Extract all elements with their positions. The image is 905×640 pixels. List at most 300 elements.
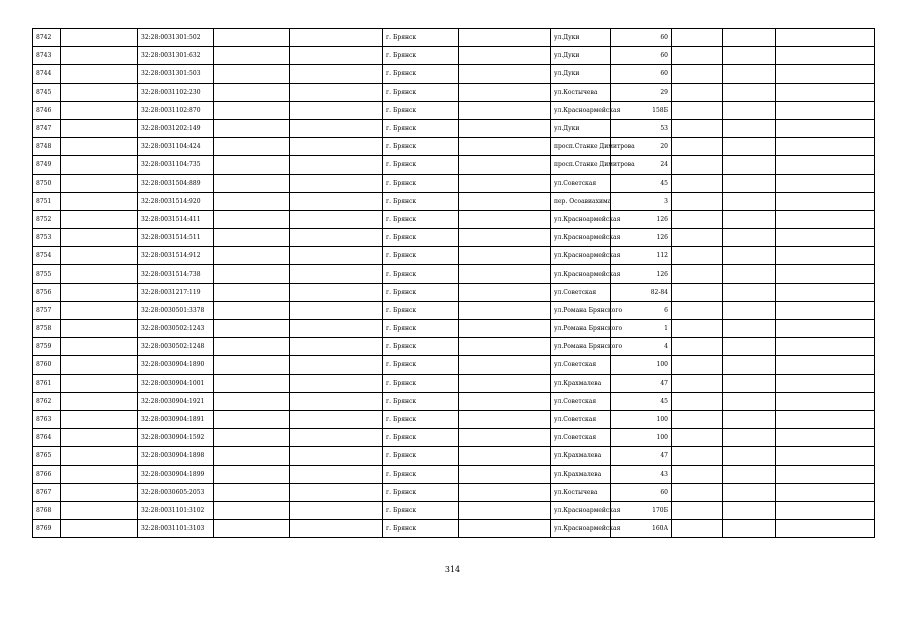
city-cell: г. Брянск bbox=[383, 465, 459, 483]
empty-cell bbox=[290, 47, 383, 65]
record-number-cell: 8759 bbox=[33, 338, 61, 356]
empty-cell bbox=[214, 119, 290, 137]
empty-cell bbox=[290, 119, 383, 137]
empty-cell bbox=[776, 356, 875, 374]
street-cell: пер. Осоавиахима bbox=[551, 192, 611, 210]
empty-cell bbox=[214, 447, 290, 465]
table-row bbox=[33, 338, 875, 356]
empty-cell bbox=[61, 47, 138, 65]
record-number-cell: 8754 bbox=[33, 247, 61, 265]
empty-cell bbox=[672, 392, 723, 410]
empty-cell bbox=[672, 119, 723, 137]
empty-cell bbox=[214, 501, 290, 519]
city-cell: г. Брянск bbox=[383, 392, 459, 410]
empty-cell bbox=[672, 447, 723, 465]
empty-cell bbox=[214, 520, 290, 538]
record-number-cell: 8768 bbox=[33, 501, 61, 519]
empty-cell bbox=[290, 156, 383, 174]
empty-cell bbox=[672, 465, 723, 483]
empty-cell bbox=[723, 265, 776, 283]
empty-cell bbox=[776, 301, 875, 319]
empty-cell bbox=[459, 320, 551, 338]
cadastral-number-cell: 32:28:0031514:912 bbox=[138, 247, 214, 265]
empty-cell bbox=[214, 410, 290, 428]
empty-cell bbox=[776, 283, 875, 301]
record-number-cell: 8762 bbox=[33, 392, 61, 410]
table-row bbox=[33, 83, 875, 101]
empty-cell bbox=[214, 29, 290, 47]
empty-cell bbox=[776, 501, 875, 519]
empty-cell bbox=[723, 320, 776, 338]
empty-cell bbox=[459, 47, 551, 65]
table-row bbox=[33, 283, 875, 301]
empty-cell bbox=[61, 520, 138, 538]
record-number-cell: 8750 bbox=[33, 174, 61, 192]
street-cell: ул.Советская bbox=[551, 283, 611, 301]
house-number-cell: 3 bbox=[611, 192, 672, 210]
city-cell: г. Брянск bbox=[383, 356, 459, 374]
empty-cell bbox=[290, 465, 383, 483]
house-number-cell: 47 bbox=[611, 447, 672, 465]
empty-cell bbox=[290, 101, 383, 119]
empty-cell bbox=[723, 101, 776, 119]
empty-cell bbox=[459, 447, 551, 465]
empty-cell bbox=[723, 356, 776, 374]
street-cell: ул.Советская bbox=[551, 356, 611, 374]
empty-cell bbox=[61, 119, 138, 137]
empty-cell bbox=[290, 301, 383, 319]
cadastral-number-cell: 32:28:0031514:511 bbox=[138, 229, 214, 247]
empty-cell bbox=[723, 301, 776, 319]
table-row bbox=[33, 47, 875, 65]
empty-cell bbox=[290, 192, 383, 210]
house-number-cell: 160А bbox=[611, 520, 672, 538]
empty-cell bbox=[61, 283, 138, 301]
empty-cell bbox=[61, 429, 138, 447]
empty-cell bbox=[776, 320, 875, 338]
house-number-cell: 20 bbox=[611, 138, 672, 156]
empty-cell bbox=[290, 138, 383, 156]
empty-cell bbox=[61, 320, 138, 338]
table-row bbox=[33, 501, 875, 519]
empty-cell bbox=[723, 374, 776, 392]
empty-cell bbox=[290, 501, 383, 519]
empty-cell bbox=[290, 174, 383, 192]
city-cell: г. Брянск bbox=[383, 156, 459, 174]
cadastral-number-cell: 32:28:0031514:920 bbox=[138, 192, 214, 210]
empty-cell bbox=[672, 174, 723, 192]
empty-cell bbox=[723, 229, 776, 247]
empty-cell bbox=[61, 374, 138, 392]
empty-cell bbox=[672, 501, 723, 519]
city-cell: г. Брянск bbox=[383, 338, 459, 356]
table-row bbox=[33, 138, 875, 156]
table-row bbox=[33, 210, 875, 228]
city-cell: г. Брянск bbox=[383, 101, 459, 119]
cadastral-number-cell: 32:28:0031217:119 bbox=[138, 283, 214, 301]
city-cell: г. Брянск bbox=[383, 210, 459, 228]
city-cell: г. Брянск bbox=[383, 320, 459, 338]
house-number-cell: 6 bbox=[611, 301, 672, 319]
city-cell: г. Брянск bbox=[383, 429, 459, 447]
street-cell: ул.Советская bbox=[551, 392, 611, 410]
cadastral-number-cell: 32:28:0030904:1001 bbox=[138, 374, 214, 392]
house-number-cell: 45 bbox=[611, 174, 672, 192]
table-row bbox=[33, 174, 875, 192]
house-number-cell: 53 bbox=[611, 119, 672, 137]
cadastral-number-cell: 32:28:0030904:1921 bbox=[138, 392, 214, 410]
empty-cell bbox=[214, 210, 290, 228]
record-number-cell: 8748 bbox=[33, 138, 61, 156]
table-row bbox=[33, 392, 875, 410]
empty-cell bbox=[459, 29, 551, 47]
street-cell: ул.Красноармейская bbox=[551, 101, 611, 119]
empty-cell bbox=[672, 47, 723, 65]
empty-cell bbox=[723, 283, 776, 301]
house-number-cell: 60 bbox=[611, 47, 672, 65]
empty-cell bbox=[214, 320, 290, 338]
house-number-cell: 158Б bbox=[611, 101, 672, 119]
street-cell: ул.Костычева bbox=[551, 83, 611, 101]
empty-cell bbox=[723, 174, 776, 192]
cadastral-number-cell: 32:28:0031301:632 bbox=[138, 47, 214, 65]
register-table bbox=[32, 28, 875, 538]
street-cell: ул.Красноармейская bbox=[551, 247, 611, 265]
cadastral-number-cell: 32:28:0031504:889 bbox=[138, 174, 214, 192]
cadastral-number-cell: 32:28:0030502:1248 bbox=[138, 338, 214, 356]
empty-cell bbox=[214, 83, 290, 101]
table-row bbox=[33, 65, 875, 83]
empty-cell bbox=[672, 101, 723, 119]
street-cell: ул.Крахмалева bbox=[551, 374, 611, 392]
empty-cell bbox=[61, 156, 138, 174]
empty-cell bbox=[776, 138, 875, 156]
empty-cell bbox=[776, 47, 875, 65]
empty-cell bbox=[61, 174, 138, 192]
street-cell: ул.Костычева bbox=[551, 483, 611, 501]
table-row bbox=[33, 156, 875, 174]
street-cell: ул.Дуки bbox=[551, 119, 611, 137]
table-row bbox=[33, 374, 875, 392]
record-number-cell: 8753 bbox=[33, 229, 61, 247]
house-number-cell: 100 bbox=[611, 429, 672, 447]
empty-cell bbox=[672, 83, 723, 101]
record-number-cell: 8745 bbox=[33, 83, 61, 101]
house-number-cell: 100 bbox=[611, 410, 672, 428]
empty-cell bbox=[290, 447, 383, 465]
cadastral-number-cell: 32:28:0031202:149 bbox=[138, 119, 214, 137]
record-number-cell: 8755 bbox=[33, 265, 61, 283]
empty-cell bbox=[290, 65, 383, 83]
empty-cell bbox=[459, 392, 551, 410]
empty-cell bbox=[459, 265, 551, 283]
empty-cell bbox=[214, 265, 290, 283]
empty-cell bbox=[214, 101, 290, 119]
empty-cell bbox=[459, 174, 551, 192]
empty-cell bbox=[290, 283, 383, 301]
empty-cell bbox=[776, 174, 875, 192]
empty-cell bbox=[672, 210, 723, 228]
empty-cell bbox=[776, 229, 875, 247]
empty-cell bbox=[776, 483, 875, 501]
record-number-cell: 8742 bbox=[33, 29, 61, 47]
empty-cell bbox=[290, 356, 383, 374]
empty-cell bbox=[776, 119, 875, 137]
empty-cell bbox=[672, 229, 723, 247]
record-number-cell: 8760 bbox=[33, 356, 61, 374]
street-cell: ул.Крахмалева bbox=[551, 447, 611, 465]
cadastral-number-cell: 32:28:0031102:230 bbox=[138, 83, 214, 101]
empty-cell bbox=[214, 392, 290, 410]
empty-cell bbox=[214, 138, 290, 156]
empty-cell bbox=[459, 283, 551, 301]
empty-cell bbox=[776, 374, 875, 392]
empty-cell bbox=[290, 429, 383, 447]
record-number-cell: 8751 bbox=[33, 192, 61, 210]
empty-cell bbox=[776, 447, 875, 465]
empty-cell bbox=[61, 229, 138, 247]
empty-cell bbox=[61, 392, 138, 410]
empty-cell bbox=[723, 210, 776, 228]
empty-cell bbox=[672, 320, 723, 338]
record-number-cell: 8766 bbox=[33, 465, 61, 483]
empty-cell bbox=[723, 410, 776, 428]
city-cell: г. Брянск bbox=[383, 483, 459, 501]
empty-cell bbox=[290, 265, 383, 283]
empty-cell bbox=[672, 192, 723, 210]
house-number-cell: 100 bbox=[611, 356, 672, 374]
empty-cell bbox=[214, 47, 290, 65]
cadastral-number-cell: 32:28:0031104:735 bbox=[138, 156, 214, 174]
street-cell: ул.Советская bbox=[551, 429, 611, 447]
empty-cell bbox=[290, 29, 383, 47]
cadastral-number-cell: 32:28:0030502:1243 bbox=[138, 320, 214, 338]
empty-cell bbox=[723, 392, 776, 410]
cadastral-number-cell: 32:28:0030904:1899 bbox=[138, 465, 214, 483]
house-number-cell: 1 bbox=[611, 320, 672, 338]
empty-cell bbox=[459, 83, 551, 101]
street-cell: ул.Красноармейская bbox=[551, 501, 611, 519]
empty-cell bbox=[672, 338, 723, 356]
record-number-cell: 8757 bbox=[33, 301, 61, 319]
empty-cell bbox=[672, 410, 723, 428]
cadastral-number-cell: 32:28:0031104:424 bbox=[138, 138, 214, 156]
cadastral-number-cell: 32:28:0031514:738 bbox=[138, 265, 214, 283]
empty-cell bbox=[214, 283, 290, 301]
city-cell: г. Брянск bbox=[383, 520, 459, 538]
empty-cell bbox=[723, 465, 776, 483]
empty-cell bbox=[459, 483, 551, 501]
street-cell: ул.Крахмалева bbox=[551, 465, 611, 483]
city-cell: г. Брянск bbox=[383, 192, 459, 210]
empty-cell bbox=[290, 392, 383, 410]
cadastral-number-cell: 32:28:0031101:3103 bbox=[138, 520, 214, 538]
empty-cell bbox=[776, 210, 875, 228]
record-number-cell: 8764 bbox=[33, 429, 61, 447]
empty-cell bbox=[723, 83, 776, 101]
empty-cell bbox=[214, 356, 290, 374]
empty-cell bbox=[214, 229, 290, 247]
empty-cell bbox=[290, 338, 383, 356]
empty-cell bbox=[459, 374, 551, 392]
house-number-cell: 60 bbox=[611, 29, 672, 47]
cadastral-number-cell: 32:28:0030904:1890 bbox=[138, 356, 214, 374]
empty-cell bbox=[290, 83, 383, 101]
empty-cell bbox=[214, 247, 290, 265]
empty-cell bbox=[214, 429, 290, 447]
city-cell: г. Брянск bbox=[383, 83, 459, 101]
empty-cell bbox=[723, 47, 776, 65]
empty-cell bbox=[214, 156, 290, 174]
table-row bbox=[33, 301, 875, 319]
cadastral-number-cell: 32:28:0031301:503 bbox=[138, 65, 214, 83]
street-cell: ул.Красноармейская bbox=[551, 520, 611, 538]
empty-cell bbox=[61, 501, 138, 519]
empty-cell bbox=[459, 101, 551, 119]
empty-cell bbox=[459, 138, 551, 156]
cadastral-number-cell: 32:28:0030904:1898 bbox=[138, 447, 214, 465]
table-row bbox=[33, 410, 875, 428]
empty-cell bbox=[61, 483, 138, 501]
empty-cell bbox=[459, 465, 551, 483]
house-number-cell: 47 bbox=[611, 374, 672, 392]
empty-cell bbox=[672, 156, 723, 174]
house-number-cell: 126 bbox=[611, 229, 672, 247]
empty-cell bbox=[459, 301, 551, 319]
city-cell: г. Брянск bbox=[383, 138, 459, 156]
table-row bbox=[33, 265, 875, 283]
table-row bbox=[33, 483, 875, 501]
empty-cell bbox=[776, 429, 875, 447]
house-number-cell: 170Б bbox=[611, 501, 672, 519]
empty-cell bbox=[672, 265, 723, 283]
city-cell: г. Брянск bbox=[383, 374, 459, 392]
empty-cell bbox=[214, 174, 290, 192]
empty-cell bbox=[723, 119, 776, 137]
street-cell: ул.Красноармейская bbox=[551, 265, 611, 283]
cadastral-number-cell: 32:28:0031301:502 bbox=[138, 29, 214, 47]
empty-cell bbox=[214, 65, 290, 83]
house-number-cell: 24 bbox=[611, 156, 672, 174]
record-number-cell: 8747 bbox=[33, 119, 61, 137]
empty-cell bbox=[459, 429, 551, 447]
empty-cell bbox=[61, 29, 138, 47]
table-row bbox=[33, 465, 875, 483]
table-row bbox=[33, 520, 875, 538]
empty-cell bbox=[61, 465, 138, 483]
empty-cell bbox=[672, 374, 723, 392]
street-cell: просп.Станке Димитрова bbox=[551, 156, 611, 174]
house-number-cell: 126 bbox=[611, 265, 672, 283]
empty-cell bbox=[459, 192, 551, 210]
empty-cell bbox=[776, 265, 875, 283]
city-cell: г. Брянск bbox=[383, 174, 459, 192]
empty-cell bbox=[61, 138, 138, 156]
empty-cell bbox=[214, 483, 290, 501]
house-number-cell: 126 bbox=[611, 210, 672, 228]
city-cell: г. Брянск bbox=[383, 501, 459, 519]
empty-cell bbox=[290, 520, 383, 538]
empty-cell bbox=[459, 210, 551, 228]
empty-cell bbox=[61, 356, 138, 374]
city-cell: г. Брянск bbox=[383, 119, 459, 137]
empty-cell bbox=[459, 156, 551, 174]
street-cell: ул.Дуки bbox=[551, 29, 611, 47]
city-cell: г. Брянск bbox=[383, 47, 459, 65]
city-cell: г. Брянск bbox=[383, 65, 459, 83]
empty-cell bbox=[672, 283, 723, 301]
house-number-cell: 4 bbox=[611, 338, 672, 356]
cadastral-number-cell: 32:28:0030904:1592 bbox=[138, 429, 214, 447]
empty-cell bbox=[61, 101, 138, 119]
street-cell: ул.Советская bbox=[551, 174, 611, 192]
empty-cell bbox=[61, 447, 138, 465]
empty-cell bbox=[61, 247, 138, 265]
empty-cell bbox=[776, 392, 875, 410]
empty-cell bbox=[672, 29, 723, 47]
empty-cell bbox=[459, 410, 551, 428]
empty-cell bbox=[723, 338, 776, 356]
record-number-cell: 8752 bbox=[33, 210, 61, 228]
cadastral-number-cell: 32:28:0031514:411 bbox=[138, 210, 214, 228]
empty-cell bbox=[723, 501, 776, 519]
house-number-cell: 112 bbox=[611, 247, 672, 265]
city-cell: г. Брянск bbox=[383, 283, 459, 301]
empty-cell bbox=[459, 119, 551, 137]
street-cell: просп.Станке Димитрова bbox=[551, 138, 611, 156]
empty-cell bbox=[61, 192, 138, 210]
empty-cell bbox=[672, 356, 723, 374]
city-cell: г. Брянск bbox=[383, 229, 459, 247]
city-cell: г. Брянск bbox=[383, 247, 459, 265]
empty-cell bbox=[672, 138, 723, 156]
empty-cell bbox=[290, 410, 383, 428]
empty-cell bbox=[61, 338, 138, 356]
empty-cell bbox=[776, 465, 875, 483]
cadastral-number-cell: 32:28:0030605:2053 bbox=[138, 483, 214, 501]
record-number-cell: 8746 bbox=[33, 101, 61, 119]
street-cell: ул.Романа Брянского bbox=[551, 338, 611, 356]
record-number-cell: 8744 bbox=[33, 65, 61, 83]
empty-cell bbox=[723, 138, 776, 156]
empty-cell bbox=[290, 483, 383, 501]
empty-cell bbox=[672, 65, 723, 83]
city-cell: г. Брянск bbox=[383, 410, 459, 428]
table-row bbox=[33, 192, 875, 210]
street-cell: ул.Романа Брянского bbox=[551, 320, 611, 338]
empty-cell bbox=[776, 247, 875, 265]
empty-cell bbox=[776, 65, 875, 83]
empty-cell bbox=[776, 410, 875, 428]
empty-cell bbox=[61, 410, 138, 428]
table-row bbox=[33, 101, 875, 119]
record-number-cell: 8758 bbox=[33, 320, 61, 338]
record-number-cell: 8767 bbox=[33, 483, 61, 501]
cadastral-number-cell: 32:28:0030904:1891 bbox=[138, 410, 214, 428]
empty-cell bbox=[723, 429, 776, 447]
cadastral-number-cell: 32:28:0031102:870 bbox=[138, 101, 214, 119]
empty-cell bbox=[61, 301, 138, 319]
empty-cell bbox=[290, 247, 383, 265]
table-body bbox=[33, 29, 875, 538]
table-row bbox=[33, 247, 875, 265]
empty-cell bbox=[672, 247, 723, 265]
house-number-cell: 43 bbox=[611, 465, 672, 483]
cadastral-number-cell: 32:28:0030501:3378 bbox=[138, 301, 214, 319]
house-number-cell: 45 bbox=[611, 392, 672, 410]
street-cell: ул.Дуки bbox=[551, 65, 611, 83]
empty-cell bbox=[61, 83, 138, 101]
